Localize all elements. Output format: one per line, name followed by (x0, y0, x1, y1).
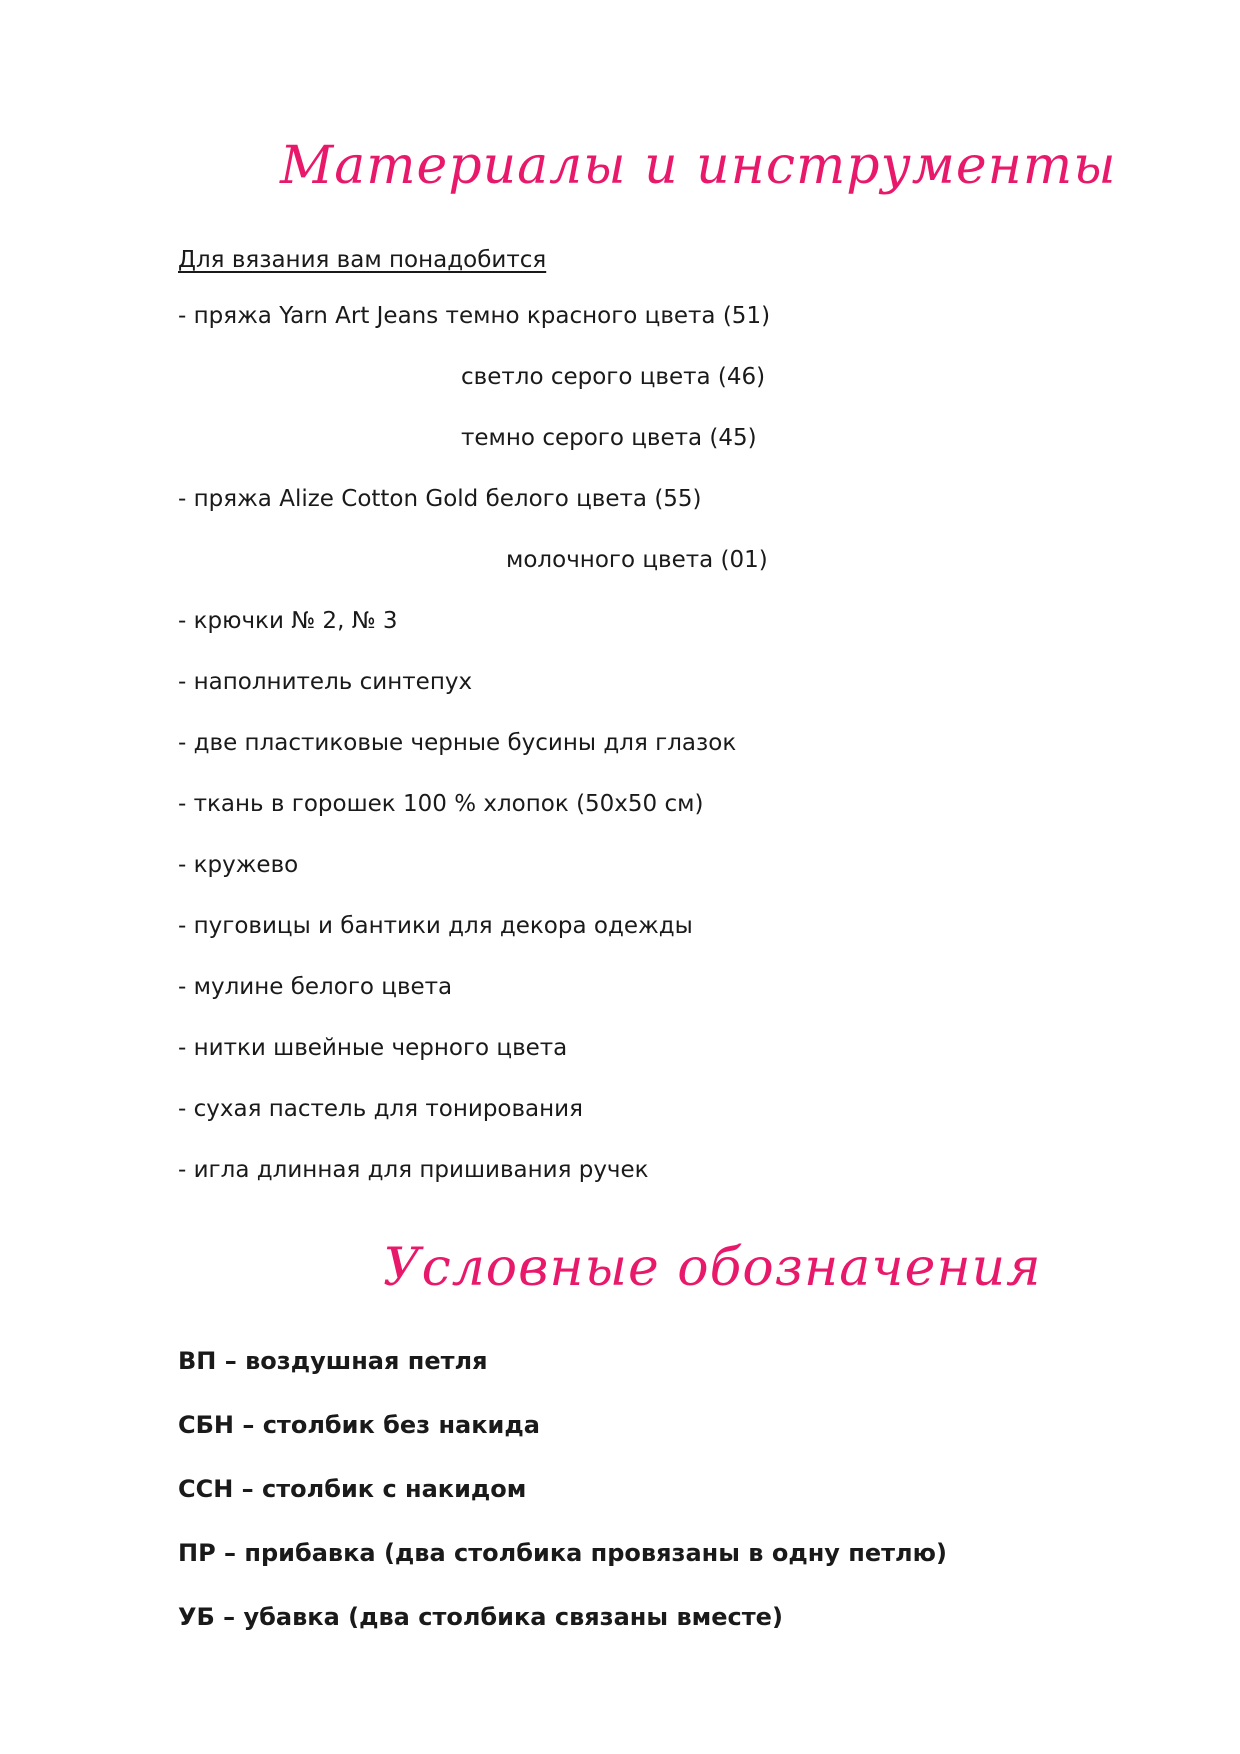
material-item: светло серого цвета (46) (461, 364, 766, 390)
material-item: - ткань в горошек 100 % хлопок (50х50 см) (178, 791, 704, 817)
legend-heading: Условные обозначения (383, 1238, 1042, 1298)
material-item: - пряжа Alize Cotton Gold белого цвета (55) (178, 486, 702, 512)
material-item: молочного цвета (01) (506, 547, 768, 573)
material-item: - мулине белого цвета (178, 974, 453, 1000)
material-item: - пуговицы и бантики для декора одежды (178, 913, 693, 939)
material-item: - кружево (178, 852, 299, 878)
legend-item: ПР – прибавка (два столбика провязаны в одну петлю) (178, 1539, 947, 1567)
material-item: - нитки швейные черного цвета (178, 1035, 568, 1061)
material-item: - игла длинная для пришивания ручек (178, 1157, 649, 1183)
material-item: - наполнитель синтепух (178, 669, 473, 695)
legend-item: УБ – убавка (два столбика связаны вместе) (178, 1603, 783, 1631)
material-item: - две пластиковые черные бусины для глазок (178, 730, 737, 756)
legend-item: ВП – воздушная петля (178, 1347, 488, 1375)
material-item: - пряжа Yarn Art Jeans темно красного цвета (51) (178, 303, 771, 329)
materials-heading: Материалы и инструменты (280, 136, 1117, 196)
material-item: - сухая пастель для тонирования (178, 1096, 583, 1122)
materials-subtitle: Для вязания вам понадобится (178, 247, 547, 273)
material-item: темно серого цвета (45) (461, 425, 757, 451)
material-item: - крючки № 2, № 3 (178, 608, 398, 634)
legend-item: ССН – столбик с накидом (178, 1475, 527, 1503)
legend-item: СБН – столбик без накида (178, 1411, 540, 1439)
